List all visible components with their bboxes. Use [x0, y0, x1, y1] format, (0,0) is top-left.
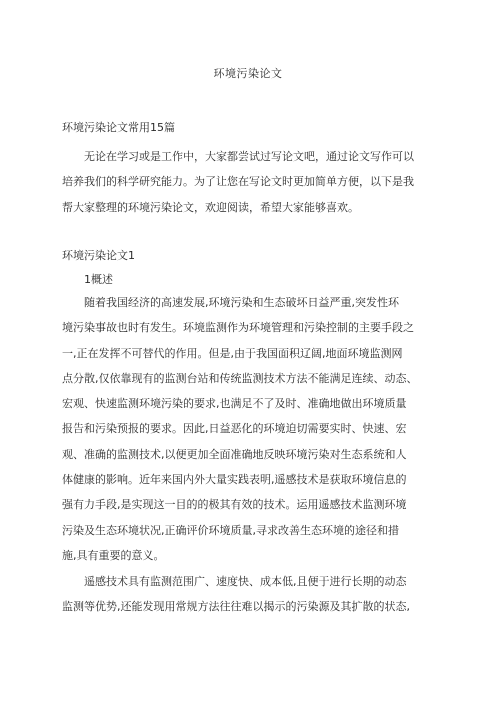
paragraph-line: 施,具有重要的意义。 [62, 548, 165, 562]
document-subtitle: 环境污染论文常用15篇 [62, 121, 175, 134]
paragraph-line: 境污染事故也时有发生。环境监测作为环境管理和污染控制的主要手段之 [62, 321, 414, 335]
paragraph-line: 观、准确的监测技术,以便更加全面准确地反映环境污染对生态系统和人 [62, 447, 407, 461]
paragraph-line: 随着我国经济的高速发展,环境污染和生态破坏日益严重,突发性环 [84, 296, 399, 309]
intro-line: 帮大家整理的环境污染论文，欢迎阅读，希望大家能够喜欢。 [62, 200, 359, 214]
paragraph-line: 体健康的影响。近年来国内外大量实践表明,遥感技术是获取环境信息的 [62, 473, 407, 487]
paragraph-2 [62, 569, 434, 620]
paragraph-line: 污染及生态环境状况,正确评价环境质量,寻求改善生态环境的途径和措 [62, 523, 399, 537]
paragraph-line: 报告和污染预报的要求。因此,日益恶化的环境迫切需要实时、快速、宏 [62, 422, 407, 436]
paragraph-line: 强有力手段,是实现这一目的的极其有效的技术。运用遥感技术监测环境 [62, 498, 407, 512]
section-heading: 环境污染论文1 [62, 249, 135, 262]
paragraph-line: 宏观、快速监测环境污染的要求,也满足不了及时、准确地做出环境质量 [62, 397, 407, 411]
paragraph-line: 遥感技术具有监测范围广、速度快、成本低,且便于进行长期的动态 [84, 575, 407, 588]
paragraph-line: 一,正在发挥不可替代的作用。但是,由于我国面积辽阔,地面环境监测网 [62, 346, 403, 360]
paragraph-1 [62, 290, 434, 568]
document-title: 环境污染论文 [213, 67, 283, 80]
intro-line: 培养我们的科学研究能力。为了让您在写论文时更加简单方便，以下是我 [62, 175, 414, 189]
paragraph-line: 点分散,仅依靠现有的监测台站和传统监测技术方法不能满足连续、动态、 [62, 371, 418, 385]
intro-paragraph [62, 144, 434, 220]
paragraph-line: 监测等优势,还能发现用常规方法往往难以揭示的污染源及其扩散的状态, [62, 600, 410, 614]
intro-line: 无论在学习或是工作中，大家都尝试过写论文吧，通过论文写作可以 [84, 150, 414, 163]
subsection-heading: 1概述 [84, 273, 113, 286]
